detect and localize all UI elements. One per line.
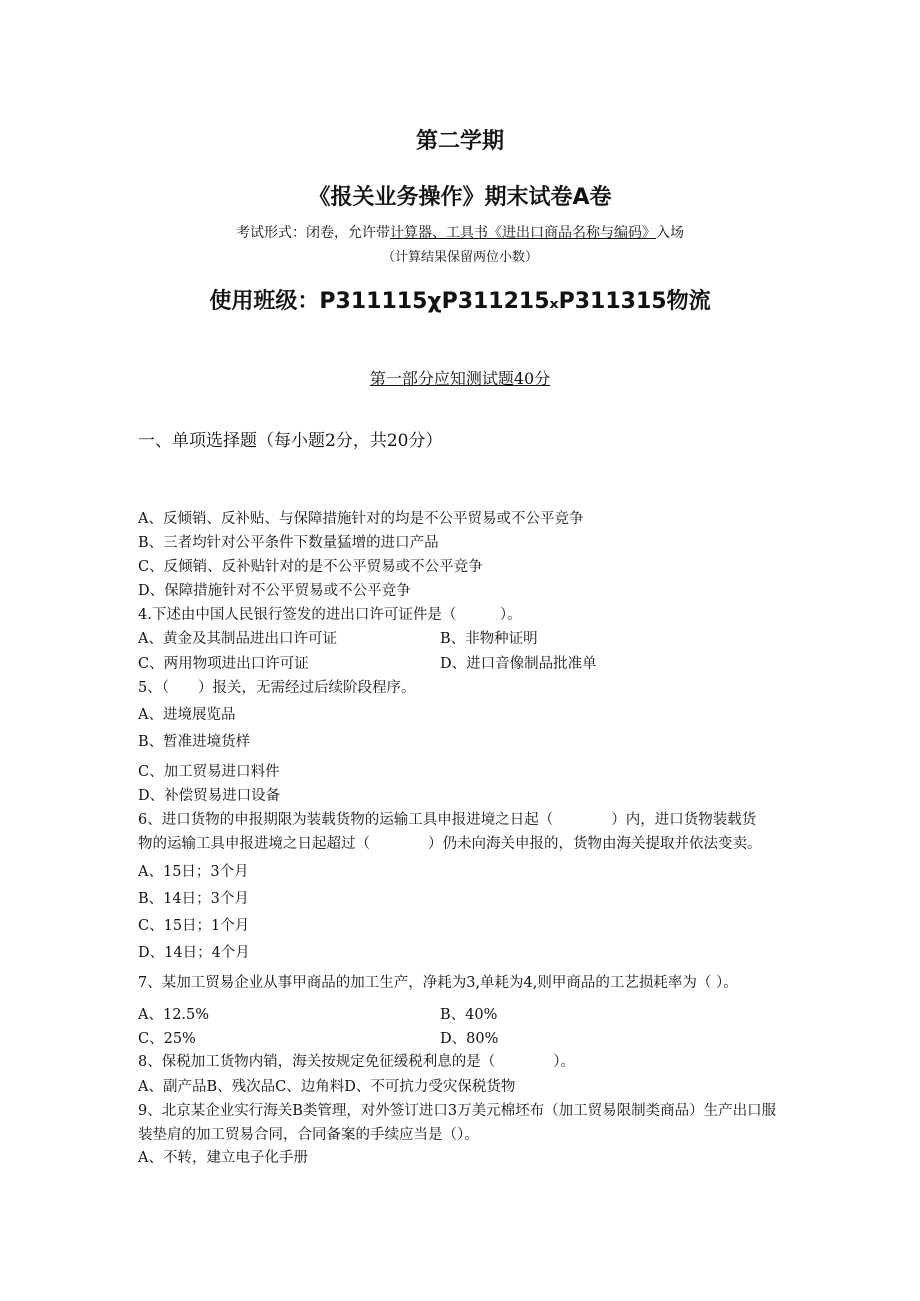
question-4: 4.下述由中国人民银行签发的进出口许可证件是（ ）。 — [138, 607, 522, 623]
option-line: B、非物种证明 — [440, 631, 538, 647]
option-line: D、保障措施针对不公平贸易或不公平竞争 — [138, 583, 411, 599]
option-line: C、两用物项进出口许可证 — [138, 656, 309, 672]
option-line: C、15日；1个月 — [138, 918, 250, 934]
option-line: A、不转，建立电子化手册 — [138, 1150, 308, 1166]
question-6-line-2: 物的运输工具申报进境之日起超过（ ）仍未向海关申报的，货物由海关提取并依法变卖。 — [138, 836, 762, 852]
question-5: 5、（ ）报关，无需经过后续阶段程序。 — [138, 680, 416, 696]
option-line: A、黄金及其制品进出口许可证 — [138, 631, 337, 647]
option-line: D、进口音像制品批准单 — [440, 656, 597, 672]
option-line: A、进境展览品 — [138, 707, 236, 723]
option-line: D、14日；4个月 — [138, 945, 250, 961]
option-line: B、14日；3个月 — [138, 891, 249, 907]
option-line: B、暂准进境货样 — [138, 734, 251, 750]
option-line: C、反倾销、反补贴针对的是不公平贸易或不公平竞争 — [138, 559, 483, 575]
option-line: D、补偿贸易进口设备 — [138, 788, 281, 804]
option-line: C、25% — [138, 1031, 196, 1047]
question-7: 7、某加工贸易企业从事甲商品的加工生产，净耗为3,单耗为4,则甲商品的工艺损耗率为（ ）。 — [138, 975, 738, 991]
option-line: A、12.5% — [138, 1007, 210, 1023]
exam-form-suffix: 入场 — [656, 225, 684, 241]
option-line: B、40% — [440, 1007, 498, 1023]
exam-form-line — [0, 222, 920, 242]
section-title: 一、单项选择题（每小题2分，共20分） — [138, 431, 443, 451]
class-list: 使用班级：P311115χP311215ₓP311315物流 — [209, 289, 711, 314]
question-6-line-1: 6、进口货物的申报期限为装载货物的运输工具申报进境之日起（ ）内，进口货物装载货 — [138, 812, 757, 828]
question-8: 8、保税加工货物内销，海关按规定免征缓税利息的是（ ）。 — [138, 1054, 575, 1070]
question-9-line-2: 装垫肩的加工贸易合同，合同备案的手续应当是（）。 — [138, 1127, 479, 1143]
exam-form-allowed-items: 计算器、工具书《进出口商品名称与编码》 — [390, 225, 656, 241]
part-heading: 第一部分应知测试题40分 — [369, 369, 551, 388]
semester-heading: 第二学期 — [415, 129, 504, 154]
option-line: A、15日；3个月 — [138, 864, 249, 880]
option-line: A、反倾销、反补贴、与保障措施针对的均是不公平贸易或不公平竞争 — [138, 511, 584, 527]
option-line: A、副产品B、残次品C、边角料D、不可抗力受灾保税货物 — [138, 1079, 516, 1095]
exam-form-prefix: 考试形式：闭卷，允许带 — [236, 225, 390, 241]
calc-note: （计算结果保留两位小数） — [381, 250, 538, 265]
option-line: D、80% — [440, 1031, 499, 1047]
option-line: C、加工贸易进口料件 — [138, 764, 280, 780]
exam-title: 《报关业务操作》期末试卷A卷 — [308, 185, 612, 210]
option-line: B、三者均针对公平条件下数量猛增的进口产品 — [138, 535, 439, 551]
question-9-line-1: 9、北京某企业实行海关B类管理，对外签订进口3万美元棉坯布（加工贸易限制类商品）生产出口服 — [138, 1103, 777, 1119]
